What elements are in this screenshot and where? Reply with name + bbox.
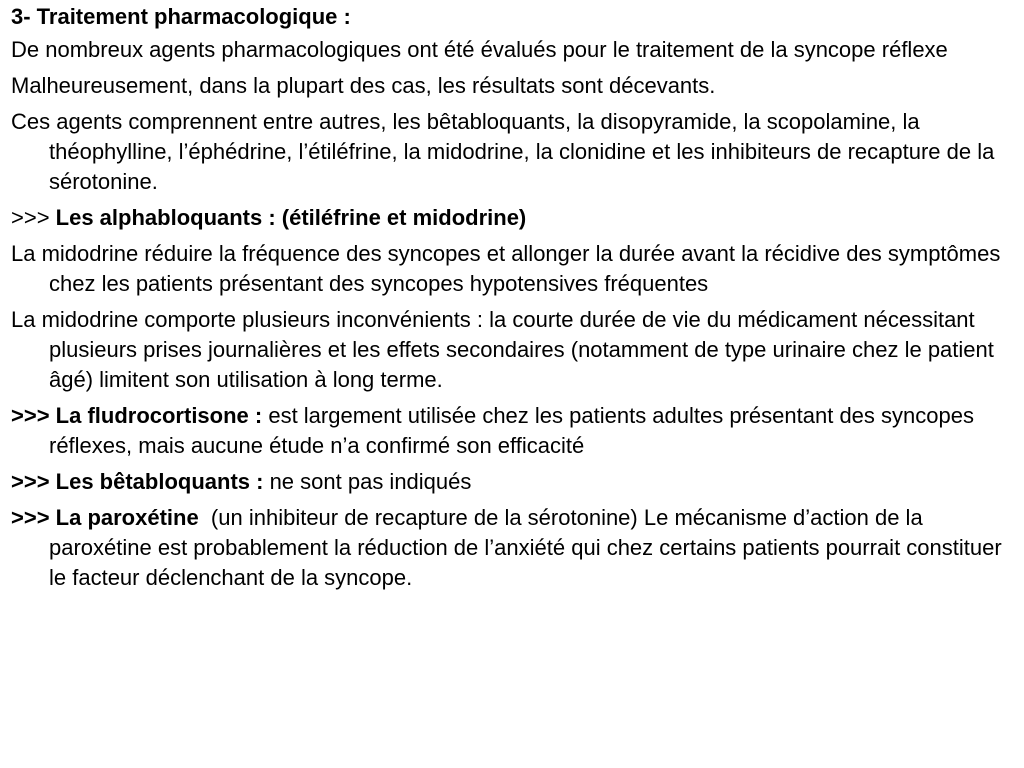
paragraph-text: La midodrine comporte plusieurs inconvénients : la courte durée de vie du médicament nécessitant plusieurs prises journalières et les effets secondaires (notamment de type urinaire chez le patient âgé) limitent son utilisation à long terme. [11, 307, 994, 392]
paragraph-text: (un inhibiteur de recapture de la sérotonine) Le mécanisme d’action de la paroxétine est probablement la réduction de l’anxiété qui chez certains patients pourrait constituer le facteur déclenchant de la syncope. [49, 505, 1008, 590]
paragraph-midodrine-effet [11, 239, 1011, 299]
paragraph-text: Malheureusement, dans la plupart des cas, les résultats sont décevants. [11, 73, 716, 98]
paragraph-bold-title: >>> La fludrocortisone : [11, 403, 263, 428]
paragraph-midodrine-inconvenients [11, 305, 1011, 395]
paragraph-alphabloquants [11, 203, 1011, 233]
paragraph-prefix: >>> [11, 205, 56, 230]
paragraph-bold-title: >>> La paroxétine [11, 505, 199, 530]
paragraph-resultats [11, 71, 1011, 101]
paragraph-liste-agents [11, 107, 1011, 197]
paragraph-fludrocortisone [11, 401, 1011, 461]
paragraph-bold-title: Les alphabloquants : (étiléfrine et midodrine) [55, 205, 527, 230]
paragraph-text: La midodrine réduire la fréquence des syncopes et allonger la durée avant la récidive des symptômes chez les patients présentant des syncopes hypotensives fréquentes [11, 241, 1001, 296]
section-heading: 3- Traitement pharmacologique : [11, 4, 351, 29]
paragraph-paroxetine [11, 503, 1011, 593]
paragraph-text: est largement utilisée chez les patients adultes présentant des syncopes réflexes, mais aucune étude n’a confirmé son efficacité [49, 403, 974, 458]
paragraph-text: ne sont pas indiqués [263, 469, 472, 494]
paragraph-agents-evalues [11, 35, 1011, 65]
paragraph-text: De nombreux agents pharmacologiques ont été évalués pour le traitement de la syncope réflexe [11, 37, 948, 62]
paragraph-betabloquants [11, 467, 1011, 497]
paragraph-text: Ces agents comprennent entre autres, les bêtabloquants, la disopyramide, la scopolamine, la théophylline, l’éphédrine, l’étiléfrine, la midodrine, la clonidine et les inhibiteurs de recapture de la sérotonine. [11, 109, 995, 194]
paragraph-bold-title: >>> Les bêtabloquants : [11, 469, 264, 494]
slide-content [11, 2, 1011, 599]
